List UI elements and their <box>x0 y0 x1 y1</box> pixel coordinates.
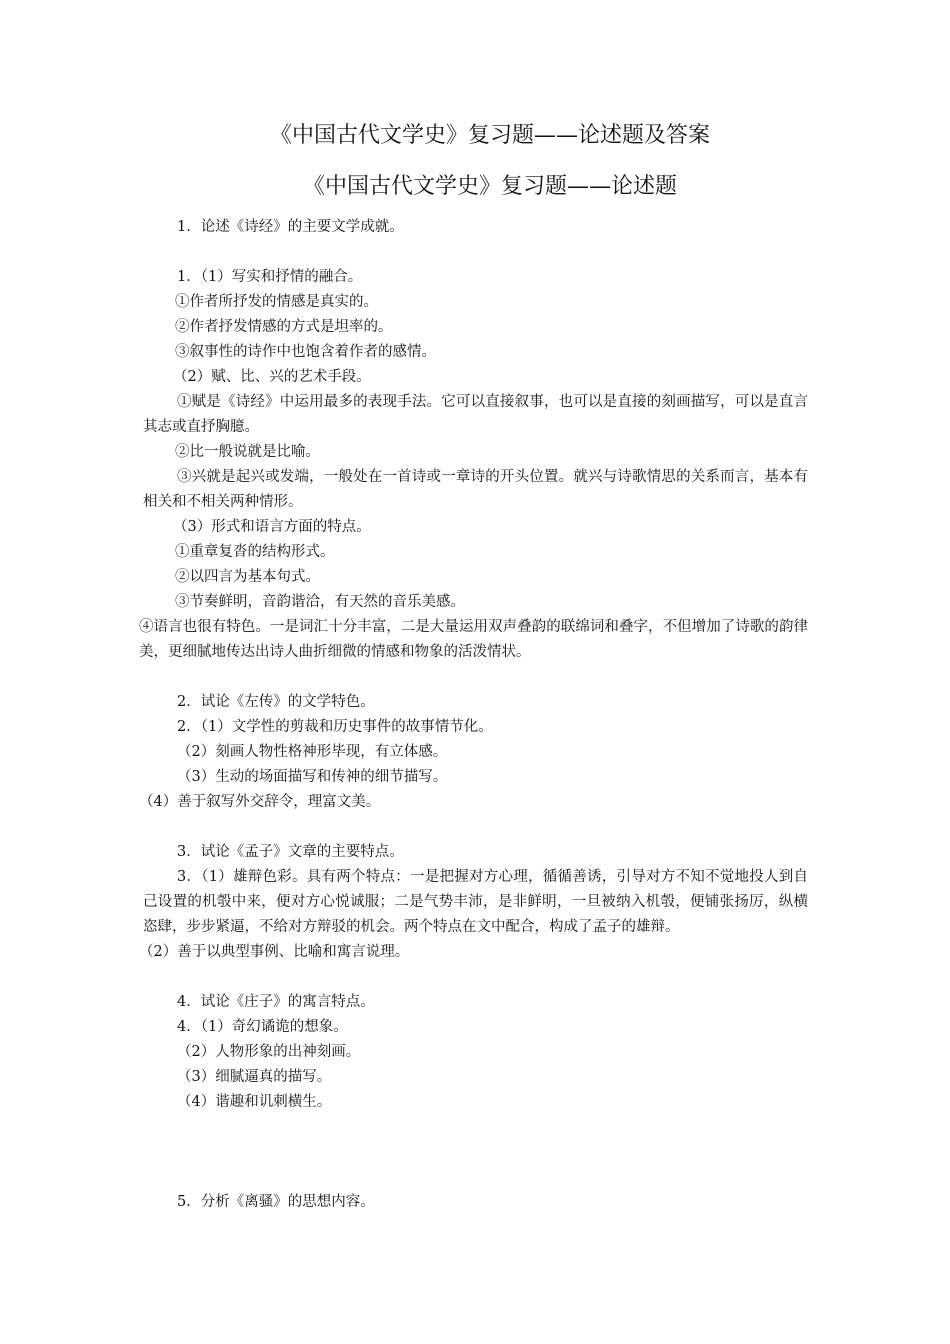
question-4: 4．试论《庄子》的寓言特点。 <box>177 994 375 1010</box>
answer-4-line: （3）细腻逼真的描写。 <box>177 1069 332 1085</box>
answer-2-line: 2．（1）文学性的剪裁和历史事件的故事情节化。 <box>177 719 493 735</box>
answer-2-line: （2）刻画人物性格神形毕现，有立体感。 <box>177 744 448 760</box>
document-title: 《中国古代文学史》复习题——论述题及答案 <box>269 123 710 148</box>
answer-1-line: （2）赋、比、兴的艺术手段。 <box>173 369 371 385</box>
answer-3-line: （2）善于以典型事例、比喻和寓言说理。 <box>139 944 410 960</box>
question-3: 3．试论《孟子》文章的主要特点。 <box>177 844 404 860</box>
document-subtitle: 《中国古代文学史》复习题——论述题 <box>302 174 677 199</box>
answer-1-line: ③叙事性的诗作中也饱含着作者的感情。 <box>175 344 436 360</box>
answer-1-line: ②以四言为基本句式。 <box>175 569 320 585</box>
question-1: 1．论述《诗经》的主要文学成就。 <box>177 219 404 235</box>
answer-4-line: （4）谐趣和讥刺横生。 <box>177 1094 332 1110</box>
answer-1-line: （3）形式和语言方面的特点。 <box>173 519 371 535</box>
answer-4-line: 4．（1）奇幻谲诡的想象。 <box>177 1019 348 1035</box>
answer-3-paragraph: 3．（1）雄辩色彩。具有两个特点：一是把握对方心理，循循善诱，引导对方不知不觉地投人到自己设置的机彀中来，便对方心悦诚服；二是气势丰沛，是非鲜明，一旦被纳入机彀，便铺张扬厉，纵横恣肆，步步紧逼，不给对方辩驳的机会。两个特点在文中配合，构成了孟子的雄辩。 <box>143 869 808 935</box>
document-body <box>139 215 808 1215</box>
answer-1-paragraph: ①赋是《诗经》中运用最多的表现手法。它可以直接叙事，也可以是直接的刻画描写，可以是直言其志或直抒胸臆。 <box>143 394 808 435</box>
answer-1-paragraph: ④语言也很有特色。一是词汇十分丰富，二是大量运用双声叠韵的联绵词和叠字，不但增加了诗歌的韵律美，更细腻地传达出诗人曲折细微的情感和物象的活泼情状。 <box>139 619 808 660</box>
question-2: 2．试论《左传》的文学特色。 <box>177 694 375 710</box>
answer-1-line: ③节奏鲜明，音韵谐洽，有天然的音乐美感。 <box>175 594 465 610</box>
answer-1-line: ②作者抒发情感的方式是坦率的。 <box>175 319 393 335</box>
answer-4-line: （2）人物形象的出神刻画。 <box>177 1044 361 1060</box>
answer-1-line: ①作者所抒发的情感是真实的。 <box>175 294 378 310</box>
answer-1-line: ①重章复沓的结构形式。 <box>175 544 335 560</box>
answer-1-line: ②比一般说就是比喻。 <box>175 444 320 460</box>
answer-2-line: （3）生动的场面描写和传神的细节描写。 <box>177 769 448 785</box>
answer-2-line: （4）善于叙写外交辞令，理富文美。 <box>139 794 381 810</box>
question-5: 5．分析《离骚》的思想内容。 <box>177 1194 375 1210</box>
answer-1-paragraph: ③兴就是起兴或发端，一般处在一首诗或一章诗的开头位置。就兴与诗歌情思的关系而言，基本有相关和不相关两种情形。 <box>143 469 808 510</box>
answer-1-line: 1．（1）写实和抒情的融合。 <box>177 269 363 285</box>
